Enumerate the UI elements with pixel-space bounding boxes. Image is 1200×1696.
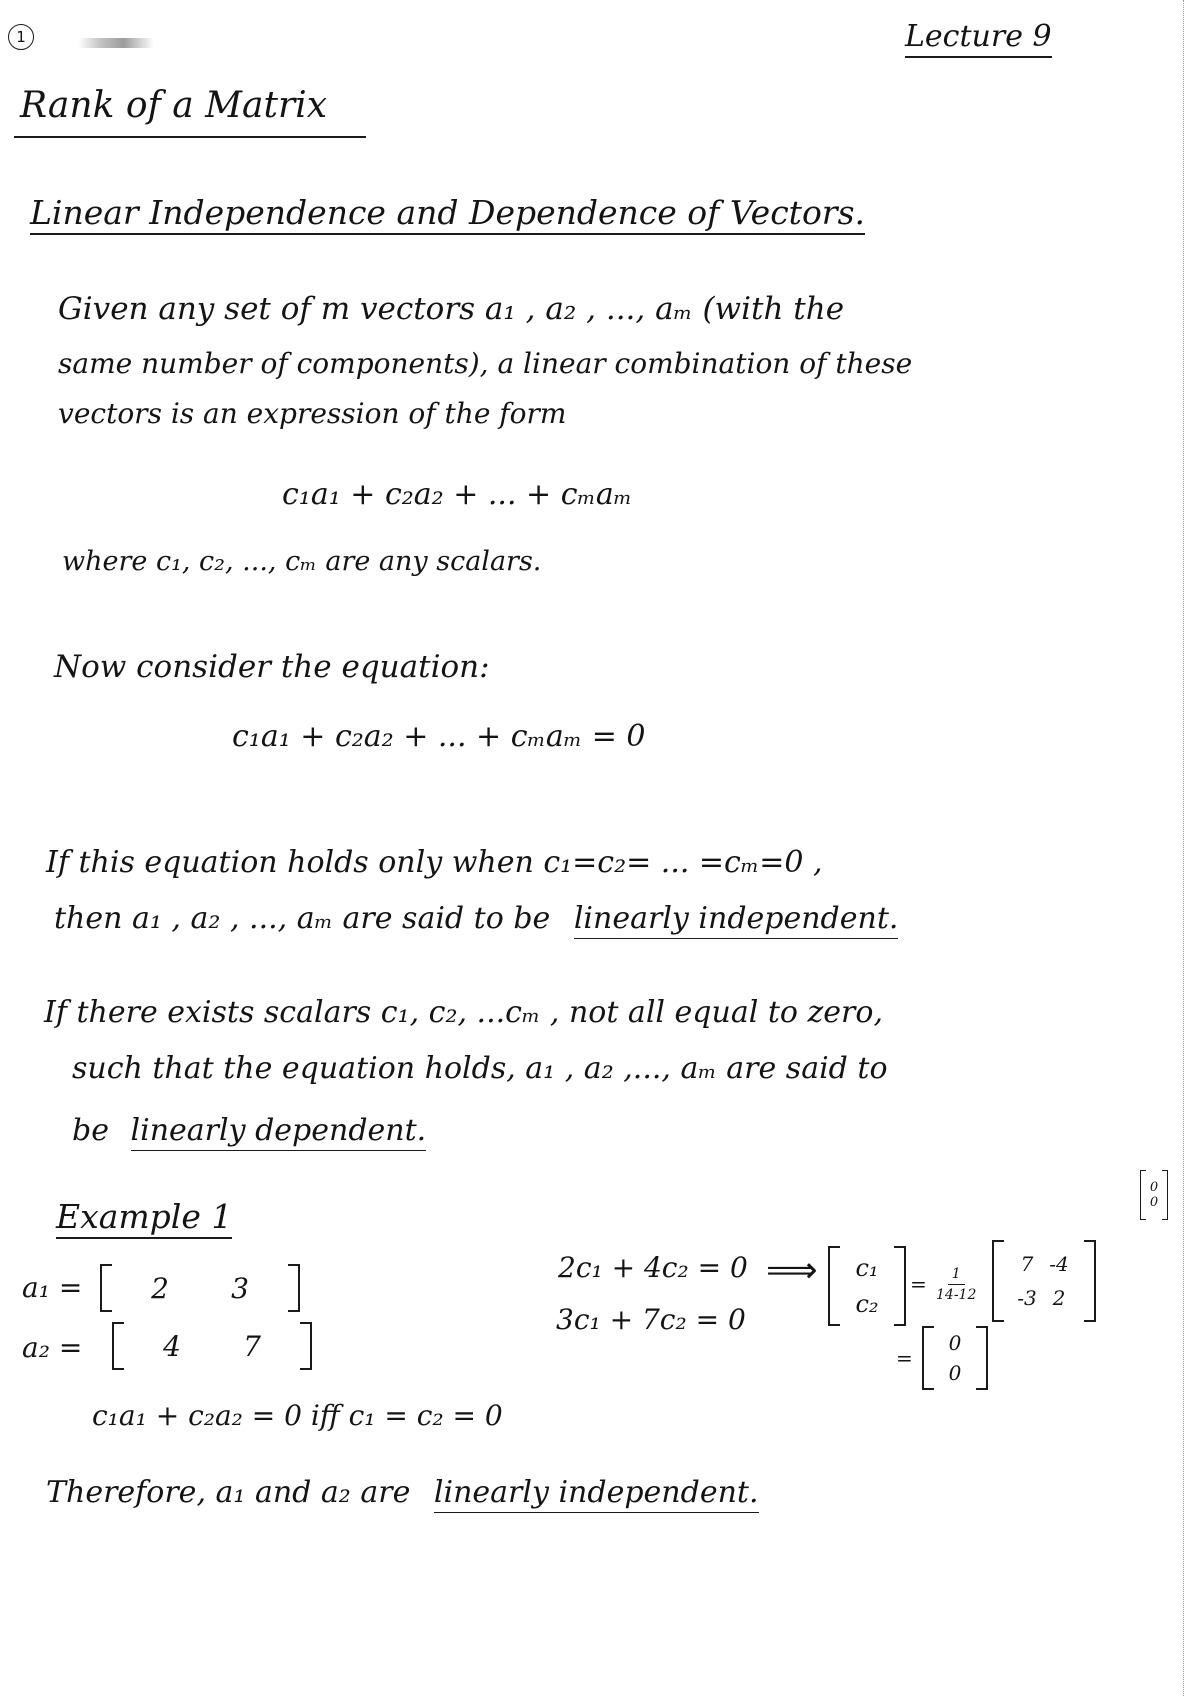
paragraph-line: vectors is an expression of the form [58, 397, 567, 430]
dependence-line-3 [72, 1113, 427, 1148]
bracket-right [300, 1322, 312, 1370]
matrix-entry: 2 [1052, 1286, 1066, 1310]
matrix-entry: 3 [231, 1271, 249, 1305]
bracket-right [976, 1326, 988, 1390]
unknown-vector [828, 1246, 906, 1326]
implies-arrow: ⟹ [766, 1250, 818, 1291]
zero-vector-small [1140, 1170, 1168, 1220]
term-linearly-independent: linearly independent. [574, 901, 899, 939]
matrix-entry: 0 [1149, 1180, 1159, 1195]
bracket-left [922, 1326, 934, 1390]
bracket-right [288, 1264, 300, 1312]
matrix-entry: 0 [948, 1361, 962, 1385]
matrix-entry: 0 [1149, 1195, 1159, 1210]
vector-a2 [112, 1322, 312, 1370]
title-underline [14, 136, 366, 138]
independence-text: then a₁ , a₂ , ..., aₘ are said to be [54, 901, 551, 936]
matrix-entry: 7 [243, 1329, 261, 1363]
ink-smudge [78, 38, 154, 48]
page-number-badge: 1 [8, 24, 34, 50]
paragraph-line: Given any set of m vectors a₁ , a₂ , ..., aₘ (with the [58, 291, 845, 327]
paragraph-line: same number of components), a linear combination of these [58, 347, 913, 380]
linear-combination-equation: c₁a₁ + c₂a₂ + ... + cₘaₘ [282, 477, 633, 512]
bracket-right [1084, 1240, 1096, 1322]
matrix-entry: 2 [151, 1271, 169, 1305]
inverse-matrix [992, 1240, 1096, 1322]
determinant-fraction [936, 1266, 976, 1303]
section-heading: Linear Independence and Dependence of Vectors. [30, 196, 865, 235]
independence-line-1: If this equation holds only when c₁=c₂= ... =cₘ=0 , [46, 845, 823, 880]
bracket-right [1162, 1170, 1168, 1220]
term-linearly-independent: linearly independent. [434, 1475, 759, 1513]
dependence-line-2: such that the equation holds, a₁ , a₂ ,..., aₘ are said to [72, 1051, 888, 1086]
independence-line-2 [54, 901, 899, 936]
example-heading: Example 1 [56, 1200, 232, 1239]
conclusion-line [46, 1475, 759, 1510]
matrix-entry: c₁ [855, 1254, 879, 1282]
system-equation-1: 2c₁ + 4c₂ = 0 [558, 1251, 748, 1284]
page-title: Rank of a Matrix [20, 85, 328, 126]
bracket-left [992, 1240, 1004, 1322]
matrix-entry: 7 [1020, 1252, 1034, 1276]
dependence-line-1: If there exists scalars c₁, c₂, ...cₘ , not all equal to zero, [44, 995, 883, 1030]
iff-statement: c₁a₁ + c₂a₂ = 0 iff c₁ = c₂ = 0 [92, 1399, 503, 1432]
fraction-denominator: 14-12 [936, 1287, 977, 1303]
term-linearly-dependent: linearly dependent. [131, 1113, 427, 1151]
vector-a2-label: a₂ = [22, 1331, 83, 1364]
matrix-entry: -4 [1049, 1252, 1069, 1276]
matrix-entry: -3 [1017, 1286, 1037, 1310]
result-zero-vector [922, 1326, 988, 1390]
bracket-right [894, 1246, 906, 1326]
conclusion-text: Therefore, a₁ and a₂ are [46, 1475, 411, 1510]
lecture-label: Lecture 9 [905, 22, 1052, 58]
dependence-text: be [72, 1113, 109, 1148]
equals-sign: = [896, 1346, 913, 1370]
matrix-entry: 0 [948, 1331, 962, 1355]
bracket-left [112, 1322, 124, 1370]
matrix-entry: 4 [163, 1329, 181, 1363]
equals-sign: = [910, 1272, 927, 1296]
fraction-numerator: 1 [948, 1266, 965, 1285]
system-equation-2: 3c₁ + 7c₂ = 0 [556, 1303, 746, 1336]
matrix-entry: c₂ [855, 1290, 879, 1318]
vector-a1 [100, 1264, 300, 1312]
now-consider-line: Now consider the equation: [54, 649, 490, 685]
bracket-left [100, 1264, 112, 1312]
vector-a1-label: a₁ = [22, 1271, 83, 1304]
margin-dotted-line [1183, 0, 1184, 1696]
bracket-left [828, 1246, 840, 1326]
homogeneous-equation: c₁a₁ + c₂a₂ + ... + cₘaₘ = 0 [232, 719, 646, 754]
where-line: where c₁, c₂, ..., cₘ are any scalars. [62, 546, 542, 577]
